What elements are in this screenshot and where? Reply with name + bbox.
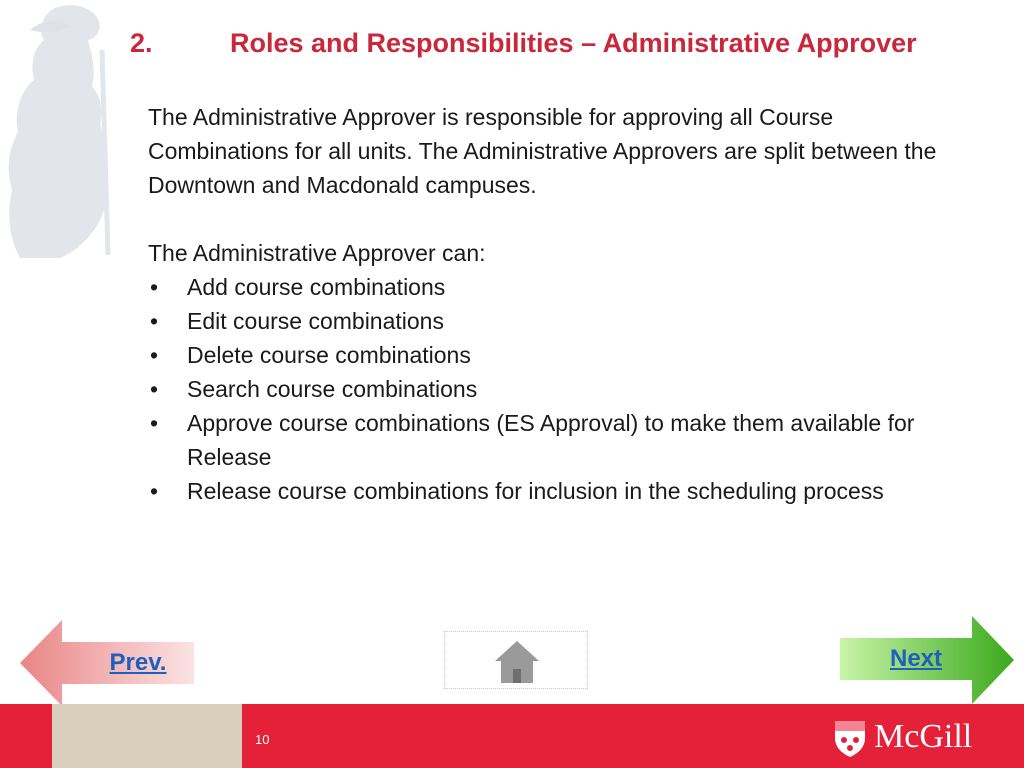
list-item <box>148 406 948 474</box>
crest-icon <box>832 718 868 758</box>
bullet-icon: • <box>150 376 159 402</box>
list-item <box>148 338 948 372</box>
next-label[interactable]: Next <box>889 645 943 672</box>
bullet-icon: • <box>150 478 159 504</box>
list-item <box>148 474 948 508</box>
section-number: 2. <box>130 28 153 58</box>
list-item <box>148 304 948 338</box>
list-item <box>148 372 948 406</box>
list-item <box>148 270 948 304</box>
page-number: 10 <box>255 732 270 747</box>
list-item-text: Delete course combinations <box>187 342 471 368</box>
footer-bar <box>0 704 1024 768</box>
list-item-text: Search course combinations <box>187 376 478 402</box>
prev-label[interactable]: Prev. <box>109 649 167 676</box>
intro-paragraph: The Administrative Approver is responsible for approving all Course Combinations for all units. The Administrative Approvers are split between the Downtown and Macdonald campuses. <box>148 104 937 198</box>
list-item-text: Approve course combinations (ES Approval) to make them available for Release <box>187 410 915 470</box>
bullet-icon: • <box>150 410 159 436</box>
slide-title: Roles and Responsibilities – Administrative Approver <box>230 28 917 58</box>
responsibility-list <box>148 270 948 508</box>
list-item-text: Add course combinations <box>187 274 446 300</box>
statue-watermark <box>0 0 125 260</box>
home-icon <box>493 637 541 685</box>
slide-body <box>148 100 948 508</box>
list-item-text: Edit course combinations <box>187 308 444 334</box>
slide-title-row <box>130 28 1010 68</box>
prev-button[interactable] <box>18 618 194 708</box>
bullet-icon: • <box>150 308 159 334</box>
bullet-icon: • <box>150 342 159 368</box>
mcgill-logo <box>832 716 1002 758</box>
logo-wordmark: McGill <box>874 718 973 755</box>
can-heading: The Administrative Approver can: <box>148 240 486 266</box>
home-button[interactable] <box>444 631 588 689</box>
footer-beige-block <box>52 704 242 768</box>
bullet-icon: • <box>150 274 159 300</box>
list-item-text: Release course combinations for inclusion in the scheduling process <box>187 478 884 504</box>
next-button[interactable] <box>838 614 1016 706</box>
